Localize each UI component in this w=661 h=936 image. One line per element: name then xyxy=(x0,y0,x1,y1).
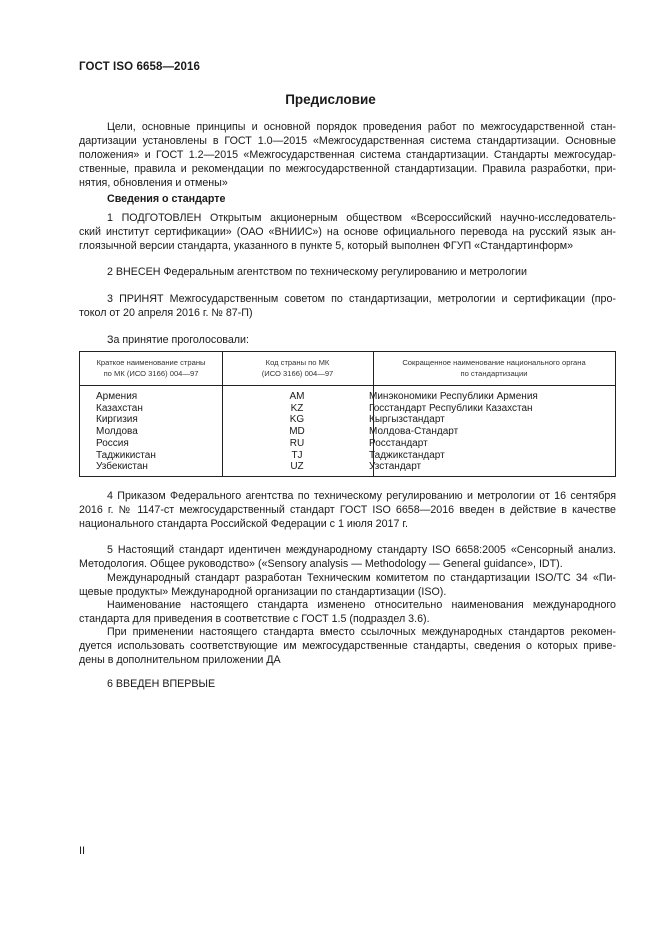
item-6-paragraph xyxy=(79,677,616,691)
item-5-references-paragraph xyxy=(79,625,616,667)
paragraph-line: ственные, правила и рекомендации по межгосударственной стандартизации. Правила разработки, при- xyxy=(79,163,616,175)
item-5-paragraph xyxy=(79,543,616,571)
table-cell: Таджикистан xyxy=(96,449,156,461)
table-cell: UZ xyxy=(290,461,304,473)
table-cell: Узбекистан xyxy=(96,461,148,473)
paragraph-line: положения» и ГОСТ 1.2—2015 «Межгосударственная система стандартизации. Стандарты межгосудар- xyxy=(79,149,616,161)
table-header-code: Код страны по МК (ИСО 3166) 004—97 xyxy=(261,358,334,378)
page-number: II xyxy=(79,845,86,857)
paragraph-line: стандарта для приведения в соответствие с ГОСТ 1.5 (подраздел 3.6). xyxy=(79,613,430,625)
table-cell: KZ xyxy=(290,402,304,414)
table-cell: KG xyxy=(289,414,305,426)
table-cell: TJ xyxy=(291,449,303,461)
table-cell: RU xyxy=(289,437,305,449)
page-title: Предисловие xyxy=(285,92,376,107)
paragraph-line: 3 ПРИНЯТ Межгосударственным советом по стандартизации, метрологии и сертификации (про- xyxy=(107,293,616,305)
vote-intro: За принятие проголосовали: xyxy=(107,334,249,346)
item-3-paragraph xyxy=(79,292,616,320)
item-4-paragraph xyxy=(79,489,616,531)
table-cell: Госстандарт Республики Казахстан xyxy=(369,402,533,414)
paragraph-line: дуется использовать соответствующие им межгосударственные стандарты, сведения о которых приве- xyxy=(79,640,616,652)
paragraph-line: дартизации установлены в ГОСТ 1.0—2015 «Межгосударственная система стандартизации. Основные xyxy=(79,135,616,147)
table-cell: Армения xyxy=(96,391,138,402)
table-cell: Росстандарт xyxy=(369,437,428,449)
section-heading: Сведения о стандарте xyxy=(107,193,226,205)
table-column-bodies xyxy=(369,391,538,473)
paragraph-line: глоязычной версии стандарта, указанного в пункте 5, который выполнен ФГУП «Стандартинформ» xyxy=(79,240,574,252)
paragraph-line: Международный стандарт разработан Техническим комитетом по стандартизации ISO/TC 34 «Пи- xyxy=(107,572,616,584)
table-cell: Таджикстандарт xyxy=(369,449,445,461)
paragraph-line: 2016 г. № 1147-ст межгосударственный стандарт ГОСТ ISO 6658—2016 введен в действие в качестве xyxy=(79,504,616,516)
table-column-countries xyxy=(96,391,156,473)
paragraph-line: 6 ВВЕДЕН ВПЕРВЫЕ xyxy=(107,678,216,690)
paragraph-line: Цели, основные принципы и основной порядок проведения работ по межгосударственной стан- xyxy=(107,121,616,133)
table-cell: MD xyxy=(289,426,305,438)
table-cell: Киргизия xyxy=(96,414,138,426)
table-cell: Молдова-Стандарт xyxy=(369,426,459,438)
table-header-body: Сокращенное наименование национального органа по стандартизации xyxy=(402,358,586,378)
table-cell: Россия xyxy=(96,437,129,449)
paragraph-line: При применении настоящего стандарта вместо ссылочных международных стандартов рекомен- xyxy=(107,626,616,638)
item-1-paragraph xyxy=(79,211,616,253)
paragraph-line: Наименование настоящего стандарта изменено относительно наименования международного xyxy=(107,599,616,611)
table-cell: Минэкономики Республики Армения xyxy=(369,391,538,402)
paragraph-line: токол от 20 апреля 2016 г. № 87-П) xyxy=(79,307,253,319)
item-2-paragraph xyxy=(79,265,616,279)
table-header-divider xyxy=(80,385,615,386)
intro-paragraph xyxy=(79,120,616,190)
table-cell: Кыргызстандарт xyxy=(369,414,445,426)
table-cell: Казахстан xyxy=(96,402,143,414)
table-cell: AM xyxy=(289,391,305,402)
table-cell: Молдова xyxy=(96,426,138,438)
paragraph-line: Методология. Общее руководство» («Sensory analysis — Methodology — General guidance», IDT). xyxy=(79,558,563,570)
paragraph-line: национального стандарта Российской Федерации с 1 июля 2017 г. xyxy=(79,518,408,530)
table-cell: Узстандарт xyxy=(369,461,422,473)
paragraph-line: ский институт сертификации» (ОАО «ВНИИС») на основе официального перевода на русский язык ан- xyxy=(79,226,616,238)
paragraph-line: дены в дополнительном приложении ДА xyxy=(79,654,281,666)
item-5-committee-paragraph xyxy=(79,571,616,599)
paragraph-line: 1 ПОДГОТОВЛЕН Открытым акционерным обществом «Всероссийский научно-исследователь- xyxy=(107,212,616,224)
table-header-country: Краткое наименование страны по МК (ИСО 3166) 004—97 xyxy=(96,358,206,378)
table-column-codes xyxy=(260,391,334,473)
paragraph-line: 5 Настоящий стандарт идентичен международному стандарту ISO 6658:2005 «Сенсорный анализ. xyxy=(107,544,616,556)
paragraph-line: 2 ВНЕСЕН Федеральным агентством по техническому регулированию и метрологии xyxy=(107,266,527,278)
paragraph-line: 4 Приказом Федерального агентства по техническому регулированию и метрологии от 16 сентября xyxy=(107,490,616,502)
paragraph-line: нятия, обновления и отмены» xyxy=(79,177,228,189)
document-header: ГОСТ ISO 6658—2016 xyxy=(79,61,201,73)
voting-table xyxy=(79,351,616,477)
paragraph-line: щевые продукты» Международной организации по стандартизации (ISO). xyxy=(79,586,447,598)
item-5-name-change-paragraph xyxy=(79,598,616,626)
